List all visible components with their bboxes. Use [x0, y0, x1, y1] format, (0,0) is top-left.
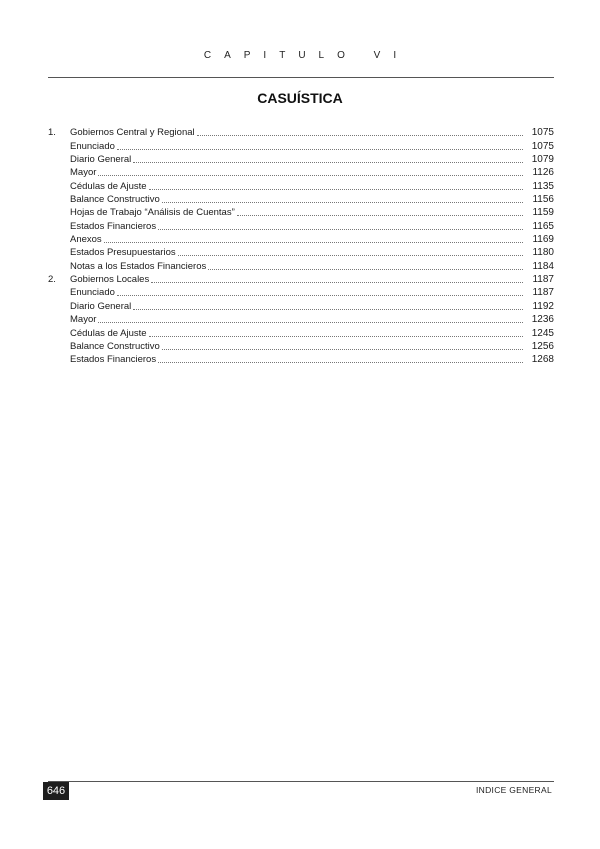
toc-entry-page: 1245	[531, 327, 554, 339]
toc-entry-title: Cédulas de Ajuste	[70, 327, 147, 339]
dot-leader	[158, 362, 523, 363]
toc-entry-page: 1180	[532, 247, 554, 259]
page-number: 646	[43, 782, 69, 800]
dot-leader	[117, 295, 523, 296]
toc-entry-title: Estados Financieros	[70, 220, 157, 232]
dot-leader	[197, 135, 523, 136]
toc-entry-title: Gobiernos Central y Regional	[70, 127, 195, 139]
toc-entry[interactable]	[48, 246, 554, 259]
toc-entry-page: 1159	[532, 207, 554, 219]
dot-leader	[98, 322, 523, 323]
toc-entry-title: Diario General	[70, 154, 132, 166]
toc-entry-page: 1187	[532, 274, 554, 286]
toc-entry-page: 1165	[532, 220, 554, 232]
dot-leader	[151, 282, 523, 283]
dot-leader	[133, 162, 523, 163]
dot-leader	[104, 242, 523, 243]
toc-entry[interactable]	[48, 313, 554, 326]
toc-entry-page: 1156	[532, 194, 554, 206]
toc-entry[interactable]	[48, 193, 554, 206]
header-divider	[48, 77, 554, 78]
toc-entry[interactable]	[48, 219, 554, 232]
dot-leader	[237, 215, 523, 216]
toc-entry-title: Balance Constructivo	[70, 340, 160, 352]
footer-divider	[48, 781, 554, 782]
toc-entry-page: 1268	[531, 354, 554, 366]
toc-entry-title: Gobiernos Locales	[70, 274, 150, 286]
dot-leader	[149, 336, 523, 337]
dot-leader	[158, 229, 523, 230]
toc-entry-page: 1192	[532, 300, 554, 312]
toc-entry-page: 1169	[532, 234, 554, 246]
toc-entry-page: 1075	[531, 127, 554, 139]
toc-entry-title: Enunciado	[70, 287, 115, 299]
toc-entry-page: 1126	[532, 167, 554, 179]
toc-entry-title: Hojas de Trabajo “Análisis de Cuentas”	[70, 207, 235, 219]
toc-entry-page: 1256	[531, 340, 554, 352]
toc-entry-page: 1184	[532, 260, 554, 272]
toc-entry-title: Anexos	[70, 234, 102, 246]
dot-leader	[208, 269, 523, 270]
toc-entry[interactable]	[48, 326, 554, 339]
toc-entry[interactable]	[48, 233, 554, 246]
toc-entry[interactable]	[48, 126, 554, 139]
toc-entry[interactable]	[48, 299, 554, 312]
toc-entry[interactable]	[48, 206, 554, 219]
toc-entry-title: Estados Financieros	[70, 354, 157, 366]
table-of-contents	[48, 126, 554, 366]
toc-entry[interactable]	[48, 353, 554, 366]
toc-entry-title: Balance Constructivo	[70, 194, 160, 206]
toc-entry-title: Mayor	[70, 167, 97, 179]
toc-entry-number: 2.	[48, 274, 56, 286]
toc-entry-page: 1236	[531, 314, 554, 326]
dot-leader	[149, 189, 523, 190]
toc-entry[interactable]	[48, 166, 554, 179]
toc-entry-page: 1135	[532, 180, 554, 192]
chapter-heading: CAPITULO VI	[203, 50, 410, 61]
toc-entry-title: Enunciado	[70, 140, 115, 152]
toc-entry[interactable]	[48, 179, 554, 192]
toc-entry-page: 1187	[532, 287, 554, 299]
section-title: CASUÍSTICA	[257, 90, 343, 106]
dot-leader	[162, 202, 523, 203]
toc-entry[interactable]	[48, 286, 554, 299]
dot-leader	[98, 175, 523, 176]
toc-entry[interactable]	[48, 340, 554, 353]
toc-entry-page: 1079	[531, 154, 554, 166]
toc-entry-title: Mayor	[70, 314, 97, 326]
footer-label: INDICE GENERAL	[476, 785, 552, 795]
toc-entry[interactable]	[48, 259, 554, 272]
dot-leader	[178, 255, 523, 256]
toc-entry-title: Notas a los Estados Financieros	[70, 260, 207, 272]
dot-leader	[133, 309, 523, 310]
dot-leader	[117, 149, 523, 150]
toc-entry-page: 1075	[531, 140, 554, 152]
toc-entry-title: Estados Presupuestarios	[70, 247, 176, 259]
toc-entry-title: Diario General	[70, 300, 132, 312]
toc-entry[interactable]	[48, 273, 554, 286]
toc-entry[interactable]	[48, 139, 554, 152]
toc-entry-title: Cédulas de Ajuste	[70, 180, 147, 192]
dot-leader	[162, 349, 523, 350]
toc-entry-number: 1.	[48, 127, 56, 139]
toc-entry[interactable]	[48, 153, 554, 166]
